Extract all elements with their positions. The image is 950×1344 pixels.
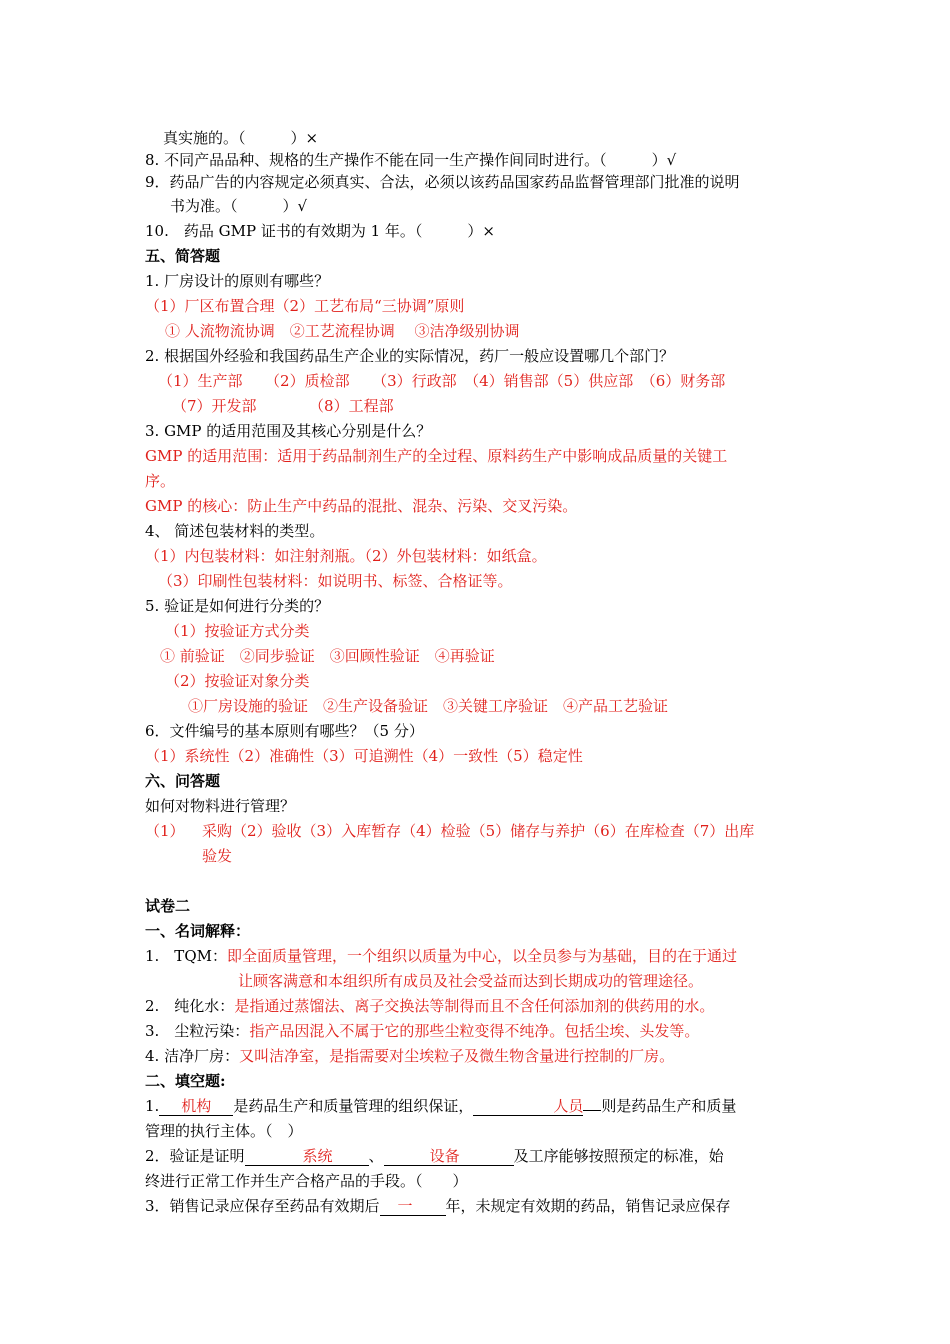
judgement-item-8: 8. 不同产品品种、规格的生产操作不能在同一生产操作间同时进行。（ ）√ [145, 151, 677, 169]
fill-text: 2．验证是证明 [145, 1147, 245, 1165]
question-3: 3. GMP 的适用范围及其核心分别是什么？ [145, 422, 432, 440]
blank-answer: 系统 [245, 1147, 369, 1166]
blank-answer: 一 [380, 1197, 446, 1216]
term-4 [145, 1046, 674, 1066]
answer-5-method-items: ① 前验证 ②同步验证 ③回顾性验证 ④再验证 [160, 647, 495, 665]
blank-line [583, 1110, 601, 1111]
blank-answer: 设备 [384, 1147, 514, 1166]
answer-5-method: （1）按验证方式分类 [165, 622, 310, 640]
judgement-item-10: 10. 药品 GMP 证书的有效期为 1 年。（ ）× [145, 222, 495, 240]
section-heading: 五、简答题 [145, 247, 221, 265]
question-6: 6．文件编号的基本原则有哪些？（5 分） [145, 722, 424, 740]
term-1 [145, 946, 737, 966]
fill-text: 是药品生产和质量管理的组织保证， [233, 1097, 474, 1115]
answer-2-cont: （7）开发部 （8）工程部 [172, 397, 394, 415]
answer-2: （1）生产部 （2）质检部 （3）行政部 （4）销售部（5）供应部 （6）财务部 [158, 372, 726, 390]
fill-text: 3．销售记录应保存至药品有效期后 [145, 1197, 380, 1215]
paper-title: 试卷二 [145, 897, 191, 915]
answer-1: （1）厂区布置合理（2）工艺布局“三协调”原则 [145, 297, 465, 315]
fill-text: 年，未规定有效期的药品，销售记录应保存 [445, 1197, 731, 1215]
judgement-item-9-cont: 书为准。（ ）√ [170, 197, 308, 215]
term-3 [145, 1021, 699, 1041]
essay-question: 如何对物料进行管理？ [145, 797, 296, 815]
term-label: 3. 尘粒污染： [145, 1022, 250, 1040]
blank-answer: 人员 [473, 1097, 583, 1116]
answer-6: （1）系统性（2）准确性（3）可追溯性（4）一致性（5）稳定性 [145, 747, 583, 765]
question-5: 5. 验证是如何进行分类的？ [145, 597, 330, 615]
question-2: 2. 根据国外经验和我国药品生产企业的实际情况，药厂一般应设置哪几个部门？ [145, 347, 675, 365]
section-heading: 二、填空题: [145, 1072, 226, 1090]
term-definition: 又叫洁净室，是指需要对尘埃粒子及微生物含量进行控制的厂房。 [239, 1047, 675, 1065]
judgement-line: 真实施的。（ ）× [163, 129, 319, 147]
term-label: 2. 纯化水： [145, 997, 235, 1015]
term-definition-cont: 让顾客满意和本组织所有成员及社会受益而达到长期成功的管理途径。 [238, 972, 704, 990]
term-definition: 是指通过蒸馏法、离子交换法等制得而且不含任何添加剂的供药用的水。 [234, 997, 715, 1015]
answer-5-object: （2）按验证对象分类 [165, 672, 310, 690]
question-1: 1. 厂房设计的原则有哪些？ [145, 272, 330, 290]
answer-3-core: GMP 的核心：防止生产中药品的混批、混杂、污染、交叉污染。 [145, 497, 578, 515]
fill-text: 、 [368, 1147, 384, 1165]
fill-blank-2-cont: 终进行正常工作并生产合格产品的手段。（ ） [145, 1172, 468, 1190]
judgement-item-9: 9．药品广告的内容规定必须真实、合法，必须以该药品国家药品监督管理部门批准的说明 [145, 173, 740, 191]
term-definition: 指产品因混入不属于它的那些尘粒变得不纯净。包括尘埃、头发等。 [249, 1022, 700, 1040]
term-2 [145, 996, 714, 1016]
section-heading: 一、名词解释： [145, 922, 251, 940]
answer-1-cont: ① 人流物流协调 ②工艺流程协调 ③洁净级别协调 [165, 322, 520, 340]
essay-answer: 采购（2）验收（3）入库暂存（4）检验（5）储存与养护（6）在库检查（7）出库 [202, 822, 755, 840]
fill-text: 及工序能够按照预定的标准，始 [513, 1147, 724, 1165]
fill-text: 1. [145, 1097, 160, 1115]
fill-blank-3 [145, 1196, 731, 1216]
question-4: 4、 简述包装材料的类型。 [145, 522, 325, 540]
answer-4-cont: （3）印刷性包装材料：如说明书、标签、合格证等。 [158, 572, 513, 590]
fill-blank-1-cont: 管理的执行主体。（ ） [145, 1122, 303, 1140]
term-definition: 即全面质量管理，一个组织以质量为中心，以全员参与为基础，目的在于通过 [226, 947, 737, 965]
answer-3: GMP 的适用范围：适用于药品制剂生产的全过程、原料药生产中影响成品质量的关键工 [145, 447, 728, 465]
answer-5-object-items: ①厂房设施的验证 ②生产设备验证 ③关键工序验证 ④产品工艺验证 [188, 697, 669, 715]
term-label: 4. 洁净厂房： [145, 1047, 240, 1065]
fill-blank-2 [145, 1146, 724, 1166]
term-label: 1. TQM： [145, 947, 227, 965]
blank-answer: 机构 [159, 1097, 233, 1116]
answer-4: （1）内包装材料：如注射剂瓶。（2）外包装材料：如纸盒。 [145, 547, 547, 565]
essay-answer-cont: 验发 [202, 847, 233, 865]
fill-text: 则是药品生产和质量 [601, 1097, 737, 1115]
fill-blank-1 [145, 1096, 736, 1116]
section-heading: 六、问答题 [145, 772, 221, 790]
answer-3-cont: 序。 [145, 472, 176, 490]
essay-answer-number: （1） [145, 822, 185, 840]
